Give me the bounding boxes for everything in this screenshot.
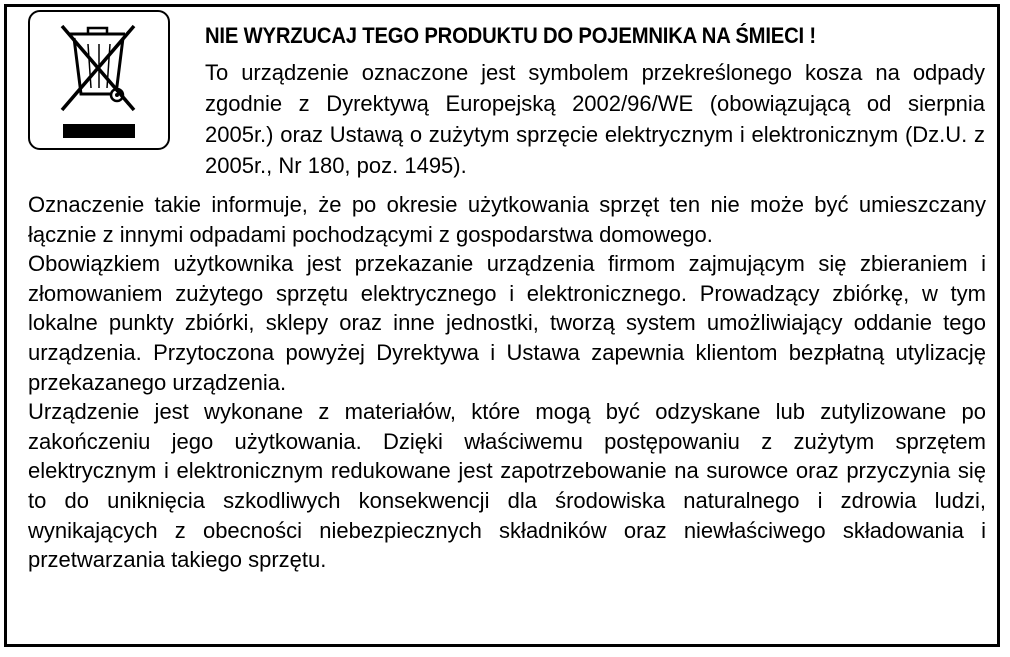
header-block xyxy=(205,21,985,181)
crossed-out-wheelie-bin-icon xyxy=(30,12,168,148)
notice-frame xyxy=(4,4,1000,647)
paragraph-user-obligation: Obowiązkiem użytkownika jest przekazanie urządzenia firmom zajmującym się zbieraniem i złomowaniem zużytego sprzętu elektrycznego i elektronicznego. Prowadzący zbiórkę, w tym lokalne punkty zbiórki, sklepy oraz inne jednostki, tworzą system umożliwiający oddanie tego urządzenia. Przytoczona powyżej Dyrektywa i Ustawa zapewnia klientom bezpłatną utylizację przekazanego urządzenia. xyxy=(28,251,986,395)
weee-symbol-box xyxy=(28,10,170,150)
body-text xyxy=(28,190,986,575)
paragraph-marking-info: Oznaczenie takie informuje, że po okresie użytkowania sprzęt ten nie może być umieszczany łącznie z innymi odpadami pochodzącymi z gospodarstwa domowego. xyxy=(28,192,986,247)
paragraph-materials-recovery: Urządzenie jest wykonane z materiałów, które mogą być odzyskane lub zutylizowane po zakończeniu jego użytkowania. Dzięki właściwemu postępowaniu z zużytym sprzętem elektrycznym i elektronicznym redukowane jest zapotrzebowanie na surowce oraz przyczynia się to do uniknięcia szkodliwych konsekwencji dla środowiska naturalnego i zdrowia ludzi, wynikających z obecności niebezpiecznych składników oraz niewłaściwego składowania i przetwarzania takiego sprzętu. xyxy=(28,399,986,573)
notice-title: NIE WYRZUCAJ TEGO PRODUKTU DO POJEMNIKA NA ŚMIECI ! xyxy=(205,23,816,48)
intro-paragraph: To urządzenie oznaczone jest symbolem przekreślonego kosza na odpady zgodnie z Dyrektywą Europejską 2002/96/WE (obowiązującą od sierpnia 2005r.) oraz Ustawą o zużytym sprzęcie elektrycznym i elektronicznym (Dz.U. z 2005r., Nr 180, poz. 1495). xyxy=(205,60,985,178)
